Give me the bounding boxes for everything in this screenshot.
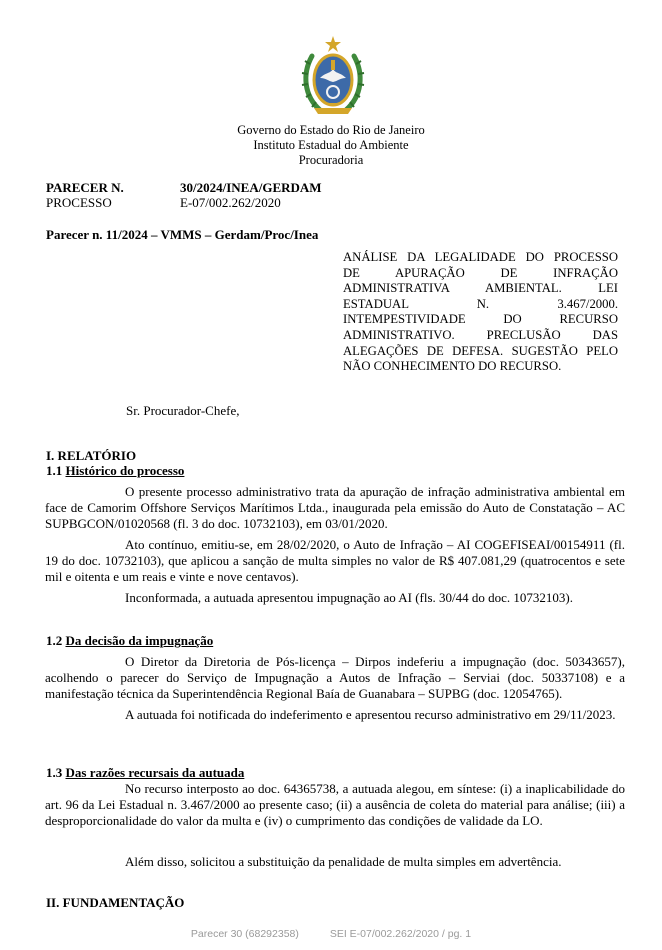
ementa-line: ESTADUAL N. 3.467/2000.: [343, 296, 618, 311]
ementa-line: ADMINISTRATIVO. PRECLUSÃO DAS: [343, 327, 618, 342]
reference-line: Parecer n. 11/2024 – VMMS – Gerdam/Proc/Inea: [46, 227, 319, 242]
parecer-label: PARECER N.: [46, 180, 124, 195]
subsection-title: Das razões recursais da autuada: [65, 765, 245, 780]
paragraph-decisao-1: O Diretor da Diretoria de Pós-licença – Dirpos indeferiu a impugnação (doc. 50343657), acolhendo o parecer do Serviço de Impugnação a Autos de Infração – Serviai (doc. 50337108) e a manifestação técnica da Superintendência Regional Baía de Guanabara – SUPBG (doc. 12054765).: [45, 654, 625, 701]
ementa-block: [343, 250, 618, 375]
header-department: Procuradoria: [298, 153, 364, 167]
ementa-line: INTEMPESTIVIDADE DO RECURSO: [343, 312, 618, 327]
subsection-number: 1.3: [46, 765, 63, 780]
footer-page-info: SEI E-07/002.262/2020 / pg. 1: [329, 928, 472, 940]
paragraph-historico-3: Inconformada, a autuada apresentou impugnação ao AI (fls. 30/44 do doc. 10732103).: [125, 590, 574, 605]
parecer-number: 30/2024/INEA/GERDAM: [180, 180, 322, 195]
salutation: Sr. Procurador-Chefe,: [126, 403, 240, 418]
ementa-line: ALEGAÇÕES DE DEFESA. SUGESTÃO PELO: [343, 343, 618, 358]
coat-of-arms-emblem: [300, 34, 366, 118]
paragraph-razoes-2: Além disso, solicitou a substituição da penalidade de multa simples em advertência.: [125, 854, 562, 869]
section-title-relatorio: I. RELATÓRIO: [46, 448, 137, 463]
paragraph-historico-1: O presente processo administrativo trata da apuração de infração administrativa ambiental em face de Camorim Offshore Serviços Marítimos Ltda., inaugurada pela emissão do Auto de Constatação – AC SUPBGCON/01020568 (fl. 3 do doc. 10732103), em 03/01/2020.: [45, 484, 625, 531]
paragraph-decisao-2: A autuada foi notificada do indeferimento e apresentou recurso administrativo em 29/11/2023.: [125, 707, 616, 722]
section-title-fundamentacao: II. FUNDAMENTAÇÃO: [46, 895, 185, 910]
ementa-line: DE APURAÇÃO DE INFRAÇÃO: [343, 265, 618, 280]
subsection-1-2-heading: [46, 633, 213, 648]
ementa-line: ADMINISTRATIVA AMBIENTAL. LEI: [343, 281, 618, 296]
page-footer: [0, 928, 662, 940]
paragraph-razoes-1: No recurso interposto ao doc. 64365738, a autuada alegou, em síntese: (i) a inaplicabilidade do art. 96 da Lei Estadual n. 3.467/2000 ao presente caso; (ii) a ausência de coleta do material para análise; (iii) a desproporcionalidade do valor da multa e (iv) o cumprimento das condições de validade da LO.: [45, 781, 625, 828]
ementa-line: NÃO CONHECIMENTO DO RECURSO.: [343, 359, 562, 374]
header-institute: Instituto Estadual do Ambiente: [253, 138, 409, 152]
subsection-title: Da decisão da impugnação: [65, 633, 214, 648]
ementa-line: ANÁLISE DA LEGALIDADE DO PROCESSO: [343, 250, 618, 264]
subsection-number: 1.2: [46, 633, 63, 648]
subsection-1-3-heading: [46, 765, 244, 780]
subsection-title: Histórico do processo: [65, 463, 185, 478]
footer-document-id: Parecer 30 (68292358): [190, 928, 299, 940]
paragraph-historico-2: Ato contínuo, emitiu-se, em 28/02/2020, o Auto de Infração – AI COGEFISEAI/00154911 (fl. 19 do doc. 10732103), que aplicou a sanção de multa simples no valor de R$ 407.081,29 (quatrocentos e sete mil e oitenta e um reais e vinte e nove centavos).: [45, 537, 625, 584]
header-government: Governo do Estado do Rio de Janeiro: [237, 123, 425, 137]
processo-label: PROCESSO: [46, 195, 112, 210]
processo-number: E-07/002.262/2020: [180, 195, 281, 210]
subsection-1-1-heading: [46, 463, 184, 478]
subsection-number: 1.1: [46, 463, 63, 478]
